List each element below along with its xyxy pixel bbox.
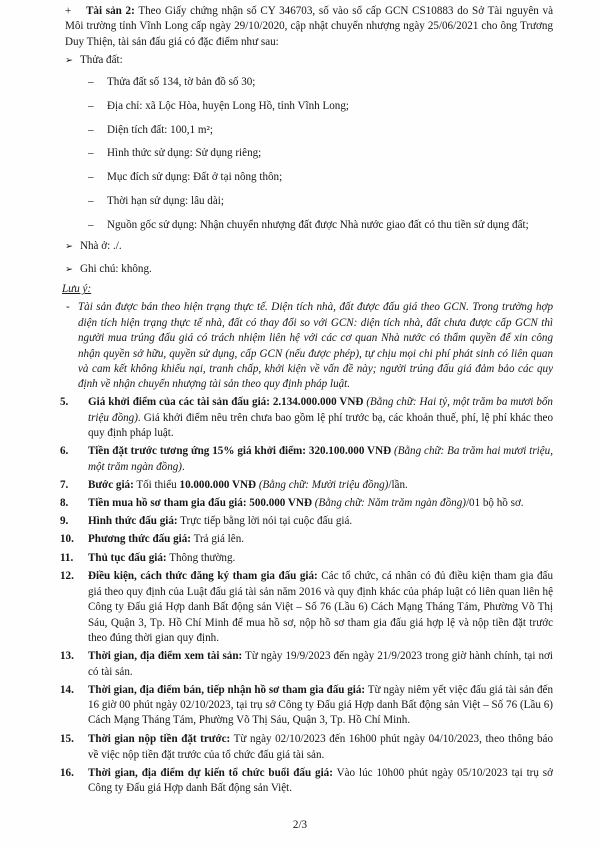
- caution-heading-row: [0, 282, 600, 297]
- hyphen-bullet: -: [66, 301, 70, 314]
- item-number: 5.: [60, 396, 69, 409]
- item-label: Thời gian nộp tiền đặt trước:: [88, 733, 231, 746]
- item-text: .: [182, 460, 185, 473]
- land-detail-text: Hình thức sử dụng: Sử dụng riêng;: [107, 147, 262, 160]
- item-number: 15.: [60, 733, 74, 746]
- item-number: 12.: [60, 570, 74, 583]
- item-number: 9.: [60, 515, 69, 528]
- amount-in-words: (Bằng chữ: Hai tỷ, một trăm ba mươi bốn triệu đồng): [88, 396, 553, 424]
- land-detail-item: [88, 146, 553, 161]
- item-amount: 10.000.000 VNĐ: [179, 479, 257, 492]
- arrow-bullet-icon: ➢: [65, 55, 73, 67]
- land-detail-text: Địa chỉ: xã Lộc Hòa, huyện Long Hồ, tỉnh Vĩnh Long;: [107, 99, 349, 112]
- land-detail-text: Diện tích đất: 100,1 m²;: [107, 123, 213, 136]
- section-item-6: [60, 444, 554, 475]
- asset-paragraph: [65, 4, 553, 50]
- item-label: Tiền mua hồ sơ tham gia đấu giá:: [88, 497, 247, 510]
- dash-bullet: –: [88, 218, 94, 231]
- section-item-14: [60, 683, 553, 729]
- item-label: Điều kiện, cách thức đăng ký tham gia đấu giá:: [88, 570, 318, 583]
- land-label: Thửa đất:: [80, 54, 123, 67]
- item-number: 14.: [60, 683, 74, 696]
- dash-bullet: –: [88, 123, 94, 136]
- section-item-11: [60, 551, 553, 566]
- section-item-5: [60, 395, 553, 441]
- item-label: Thủ tục đấu giá:: [88, 552, 167, 565]
- caution-paragraph: [66, 300, 553, 392]
- land-detail-text: Thời hạn sử dụng: lâu dài;: [107, 195, 224, 207]
- item-number: 8.: [60, 497, 69, 510]
- house-text: Nhà ở: ./.: [80, 240, 122, 253]
- land-detail-text: Mục đích sử dụng: Đất ở tại nông thôn;: [107, 171, 283, 184]
- section-item-7: [60, 478, 553, 493]
- caution-text: Tài sản được bán theo hiện trạng thực tế. Diện tích nhà, đất được đấu giá theo GCN. Trong trường hợp diện tích hiện trạng thực tế nhà, đất có thay đổi so với GCN: diện tích nhà, đất chưa được cấp GCN thì người mua trúng đấu giá có trách nhiệm liên hệ với các cơ quan Nhà nước có thẩm quyền để xin công nhận quyền sở hữu, quyền sử dụng, cấp GCN (nếu được phép), tự chịu mọi chi phí phát sinh có liên quan và cam kết không khiếu nại, tranh chấp, khởi kiện về vấn đề này; người trúng đấu giá đảm bảo các quy định về nhận chuyển nhượng tài sản theo quy định pháp luật.: [78, 301, 553, 391]
- section-item-13: [60, 649, 553, 680]
- land-detail-item: [88, 99, 553, 114]
- amount-in-words: (Bằng chữ: Ba trăm hai mươi triệu, một trăm ngàn đồng): [88, 445, 554, 473]
- section-item-16: [60, 766, 553, 797]
- land-detail-item: [88, 75, 553, 90]
- dash-bullet: –: [88, 147, 94, 160]
- item-label: Bước giá:: [88, 479, 134, 492]
- land-detail-text: Thửa đất số 134, tờ bản đồ số 30;: [107, 76, 256, 89]
- amount-in-words: (Bằng chữ: Năm trăm ngàn đồng): [314, 497, 466, 510]
- amount-in-words: (Bằng chữ: Mười triệu đồng): [258, 479, 389, 492]
- item-amount: 2.134.000.000 VNĐ: [272, 396, 364, 409]
- land-detail-item: [88, 123, 553, 138]
- asset-label: Tài sản 2:: [86, 5, 135, 17]
- dash-bullet: –: [88, 76, 94, 89]
- land-detail-text: Nguồn gốc sử dụng: Nhận chuyển nhượng đất được Nhà nước giao đất có thu tiền sử dụng đất;: [107, 218, 529, 231]
- item-text: . Giá khởi điểm nêu trên chưa bao gồm lệ phí trước bạ, các khoản thuế, phí, lệ phí khác theo quy định pháp luật.: [88, 411, 553, 440]
- dash-bullet: –: [88, 195, 94, 207]
- item-text: Từ ngày niêm yết việc đấu giá tài sản đến 16 giờ 00 phút ngày 02/10/2023, tại trụ sở Công ty Đấu giá Hợp danh Bất động sản Việt – Số 76 (Lầu 6) Cách Mạng Tháng Tám, Phường Võ Thị Sáu, Quận 3, Tp. Hồ Chí Minh.: [88, 683, 553, 727]
- land-heading: [65, 53, 553, 68]
- item-label: Giá khởi điểm của các tài sản đấu giá:: [88, 396, 270, 409]
- dash-bullet: –: [88, 171, 94, 184]
- dash-bullet: –: [88, 99, 94, 112]
- house-line: [65, 239, 553, 254]
- section-item-15: [60, 732, 553, 763]
- item-number: 7.: [60, 479, 69, 492]
- item-label: Thời gian, địa điểm dự kiến tổ chức buổi đấu giá:: [88, 766, 333, 779]
- plus-bullet: +: [65, 5, 72, 17]
- item-text: Thông thường.: [169, 552, 236, 565]
- item-amount: 500.000 VNĐ: [249, 497, 312, 510]
- item-number: 6.: [60, 445, 69, 458]
- item-text: Trực tiếp bằng lời nói tại cuộc đấu giá.: [180, 515, 353, 528]
- item-label: Phương thức đấu giá:: [88, 533, 191, 546]
- item-number: 10.: [60, 533, 74, 546]
- remark-line: [65, 262, 553, 277]
- item-label: Hình thức đấu giá:: [88, 515, 178, 528]
- caution-title: Lưu ý:: [62, 283, 92, 296]
- land-detail-item: [88, 218, 553, 233]
- item-number: 11.: [60, 552, 74, 565]
- item-number: 16.: [60, 766, 74, 779]
- item-text: Vào lúc 10h00 phút ngày 05/10/2023 tại trụ sở Công ty Đấu giá Hợp danh Bất động sản Việt.: [88, 766, 553, 795]
- arrow-bullet-icon: ➢: [65, 241, 73, 253]
- section-item-8: [60, 496, 553, 511]
- item-amount: 320.100.000 VNĐ: [308, 445, 392, 458]
- land-detail-item: [88, 170, 553, 185]
- item-text: Trả giá lên.: [193, 533, 245, 546]
- page-number: 2/3: [292, 819, 308, 831]
- item-text-prefix: Tối thiểu: [136, 479, 177, 492]
- item-text: Từ ngày 02/10/2023 đến 16h00 phút ngày 04/10/2023, theo thông báo về việc nộp tiền đặt trước của tổ chức đấu giá tài sản.: [88, 733, 553, 761]
- arrow-bullet-icon: ➢: [65, 264, 73, 276]
- remark-text: Ghi chú: không.: [80, 263, 152, 276]
- section-item-10: [60, 532, 553, 547]
- item-text: /01 bộ hồ sơ.: [465, 497, 524, 510]
- section-item-9: [60, 514, 553, 529]
- section-item-12: [60, 569, 554, 646]
- item-text: /lần.: [388, 479, 408, 492]
- land-detail-item: [88, 194, 553, 209]
- asset-text: Theo Giấy chứng nhận số CY 346703, số vào sổ cấp GCN CS10883 do Sở Tài nguyên và Môi trường tỉnh Vĩnh Long cấp ngày 29/10/2020, cập nhật chuyển nhượng ngày 25/06/2021 cho ông Trương Duy Thiện, tài sản đấu giá có đặc điểm như sau:: [65, 5, 553, 48]
- item-label: Thời gian, địa điểm bán, tiếp nhận hồ sơ tham gia đấu giá:: [88, 683, 366, 696]
- item-number: 13.: [60, 650, 74, 663]
- item-label: Thời gian, địa điểm xem tài sản:: [88, 650, 243, 663]
- item-label: Tiền đặt trước tương ứng 15% giá khởi điểm:: [88, 445, 306, 458]
- item-text: Các tổ chức, cá nhân có đủ điều kiện tham gia đấu giá theo quy định của Luật đấu giá tài sản năm 2016 và quy định khác của pháp luật có liên quan liên hệ Công ty Đấu giá Hợp danh Bất động sản Việt – Số 76 (Lầu 6) Cách Mạng Tháng Tám, Phường Võ Thị Sáu, Quận 3, Tp. Hồ Chí Minh để mua hồ sơ, nộp hồ sơ tham gia đấu giá hợp lệ và nộp tiền đặt trước theo đúng thời gian quy định.: [88, 570, 554, 645]
- item-text: Từ ngày 19/9/2023 đến ngày 21/9/2023 trong giờ hành chính, tại nơi có tài sản.: [88, 650, 553, 678]
- document-body: [0, 4, 600, 797]
